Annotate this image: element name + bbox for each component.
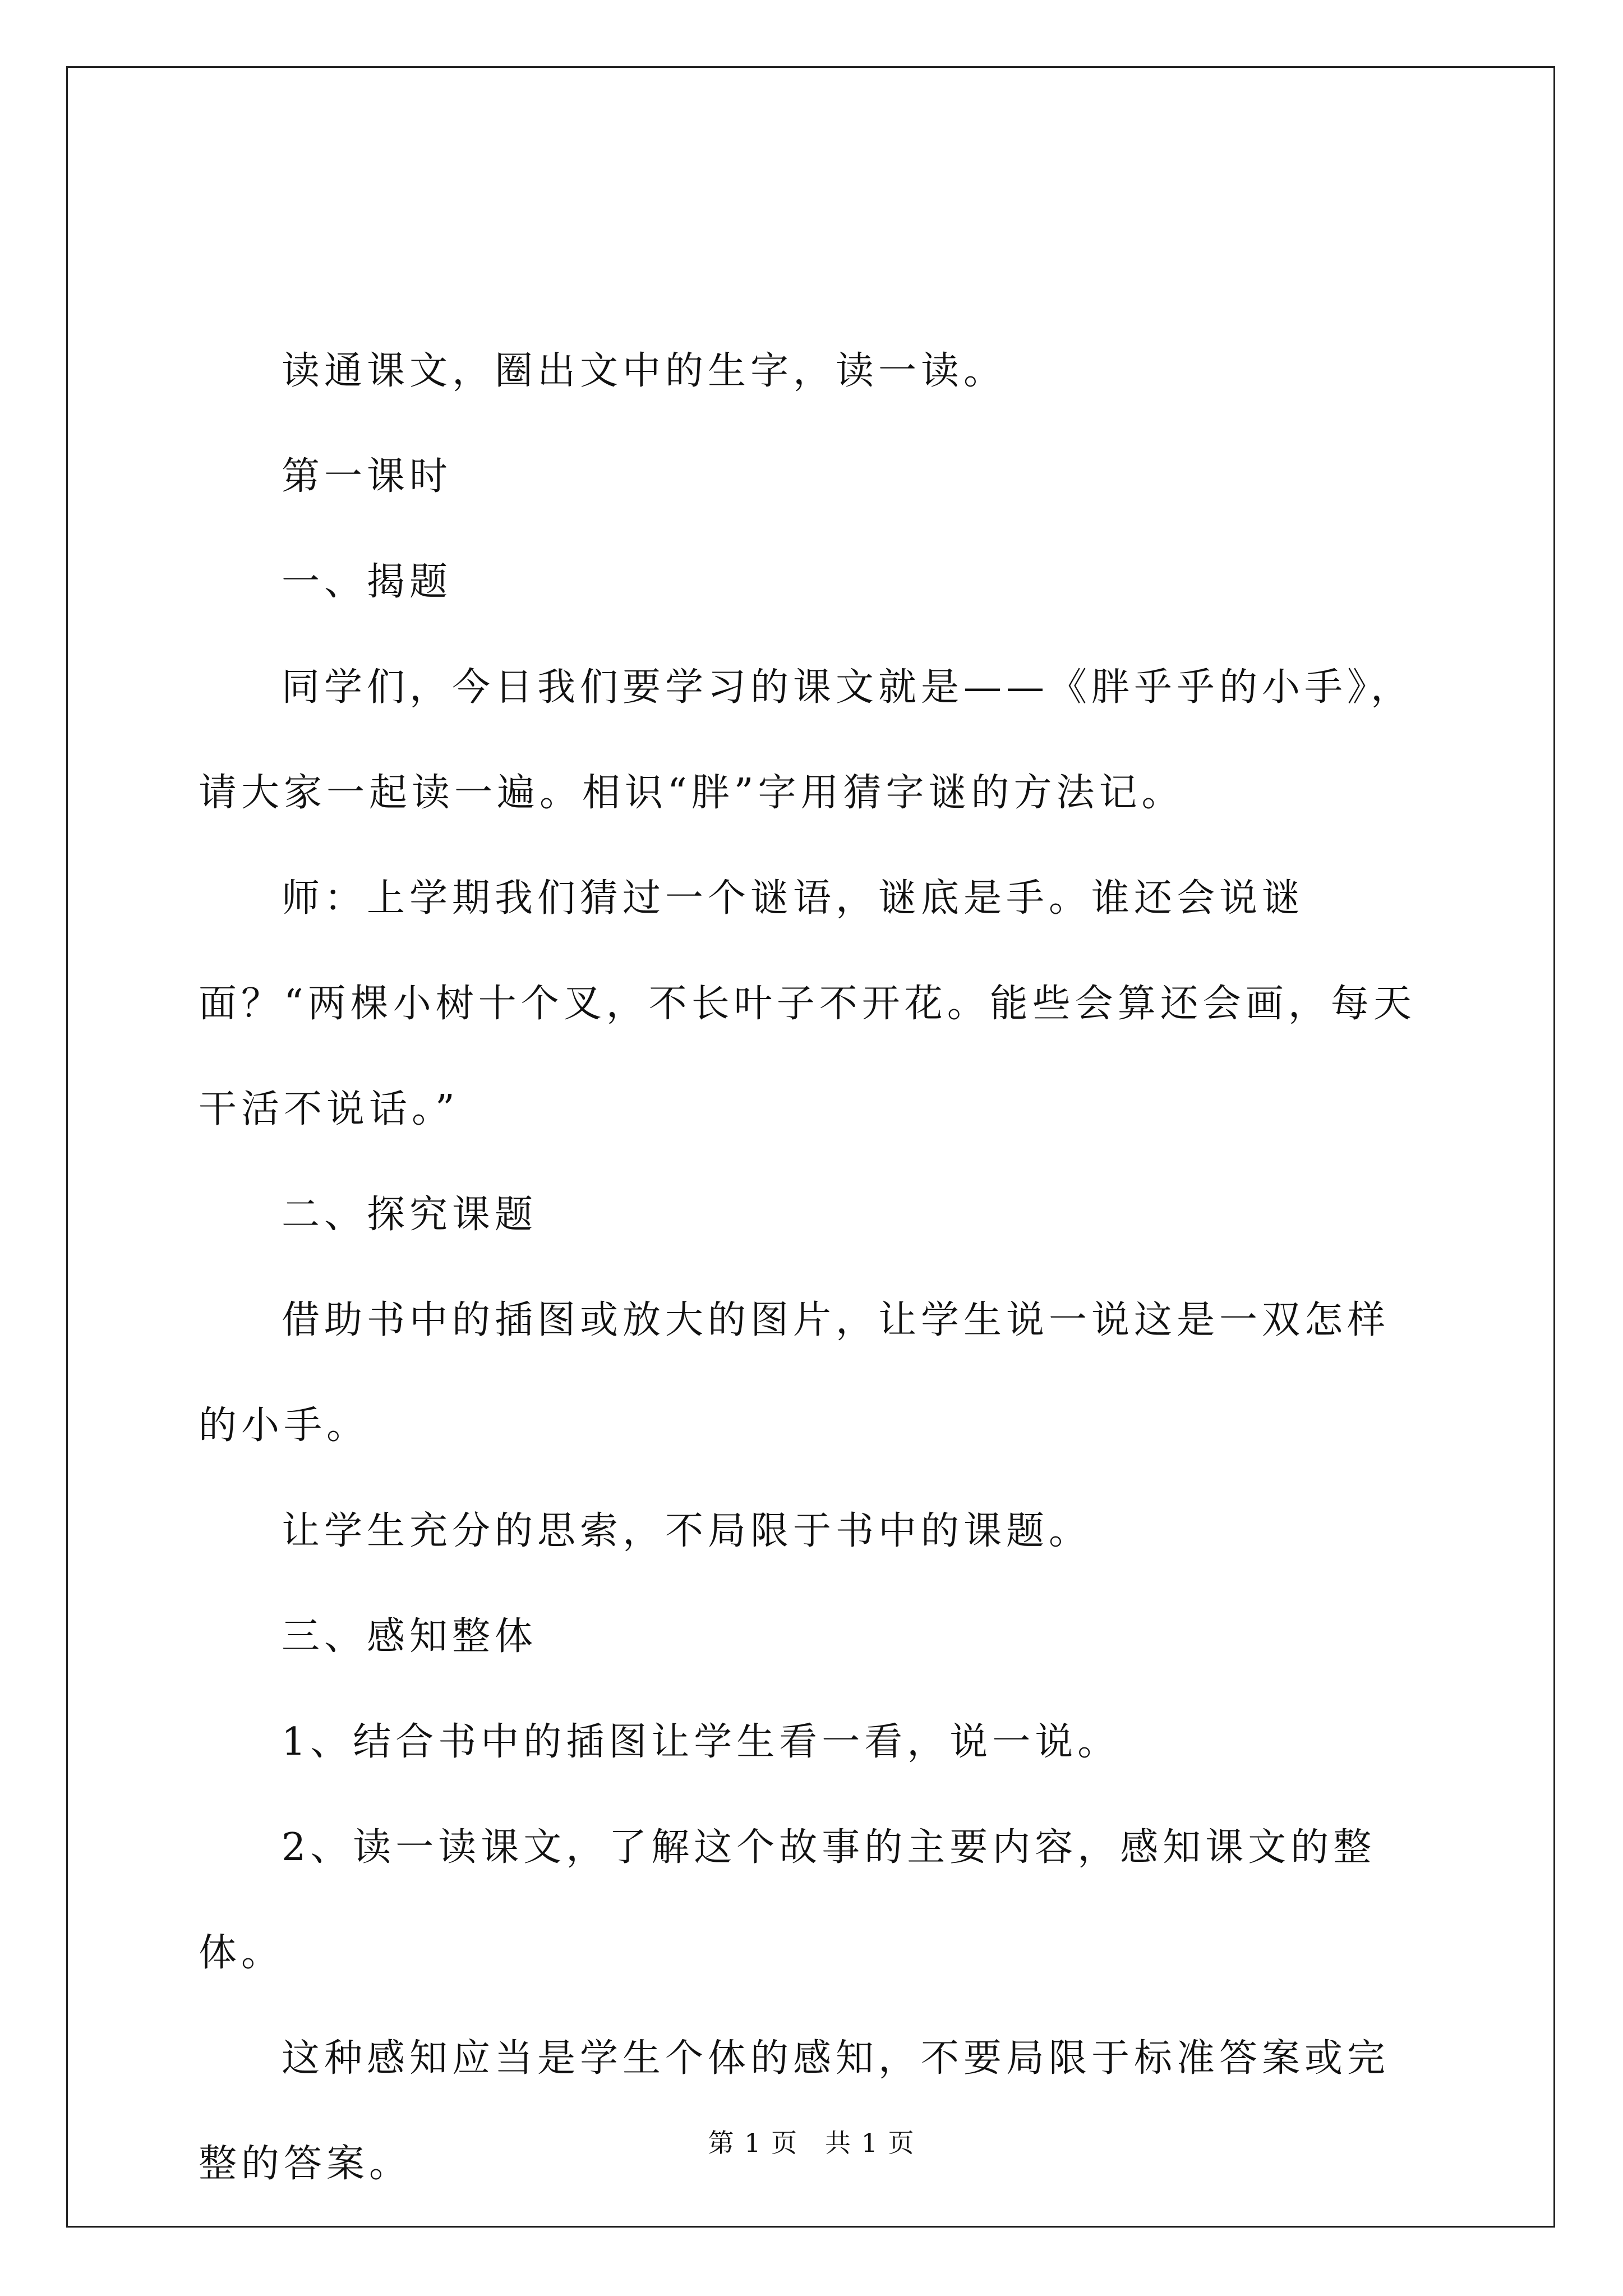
paragraph-perception-note: 这种感知应当是学生个体的感知，不要局限于标准答案或完整的答案。	[199, 2036, 1390, 2186]
paragraph-intro: 同学们，今日我们要学习的课文就是——《胖乎乎的小手》，请大家一起读一遍。相识“胖”字用猜字谜的方法记。	[199, 665, 1414, 815]
list-item-1: 1、结合书中的插图让学生看一看，说一说。	[282, 1720, 1121, 1764]
heading-perceive-whole: 三、感知整体	[282, 1614, 538, 1659]
paragraph-thinking: 让学生充分的思索，不局限于书中的课题。	[282, 1509, 1092, 1553]
document-body	[199, 319, 1427, 2217]
paragraph-illustration: 借助书中的插图或放大的图片，让学生说一说这是一双怎样的小手。	[199, 1298, 1390, 1448]
heading-explore-topic: 二、探究课题	[282, 1193, 538, 1237]
paragraph-riddle: 师：上学期我们猜过一个谜语，谜底是手。谁还会说谜面？“两棵小树十个叉，不长叶子不开花。能些会算还会画，每天干活不说话。”	[199, 876, 1416, 1131]
heading-reveal-topic: 一、揭题	[282, 560, 453, 604]
paragraph-read-text: 读通课文，圈出文中的生字，读一读。	[282, 349, 1007, 393]
list-item-2: 2、读一读课文，了解这个故事的主要内容，感知课文的整体。	[199, 1825, 1376, 1975]
heading-first-lesson: 第一课时	[282, 454, 453, 499]
page-number-footer: 第 1 页 共 1 页	[708, 2128, 915, 2158]
